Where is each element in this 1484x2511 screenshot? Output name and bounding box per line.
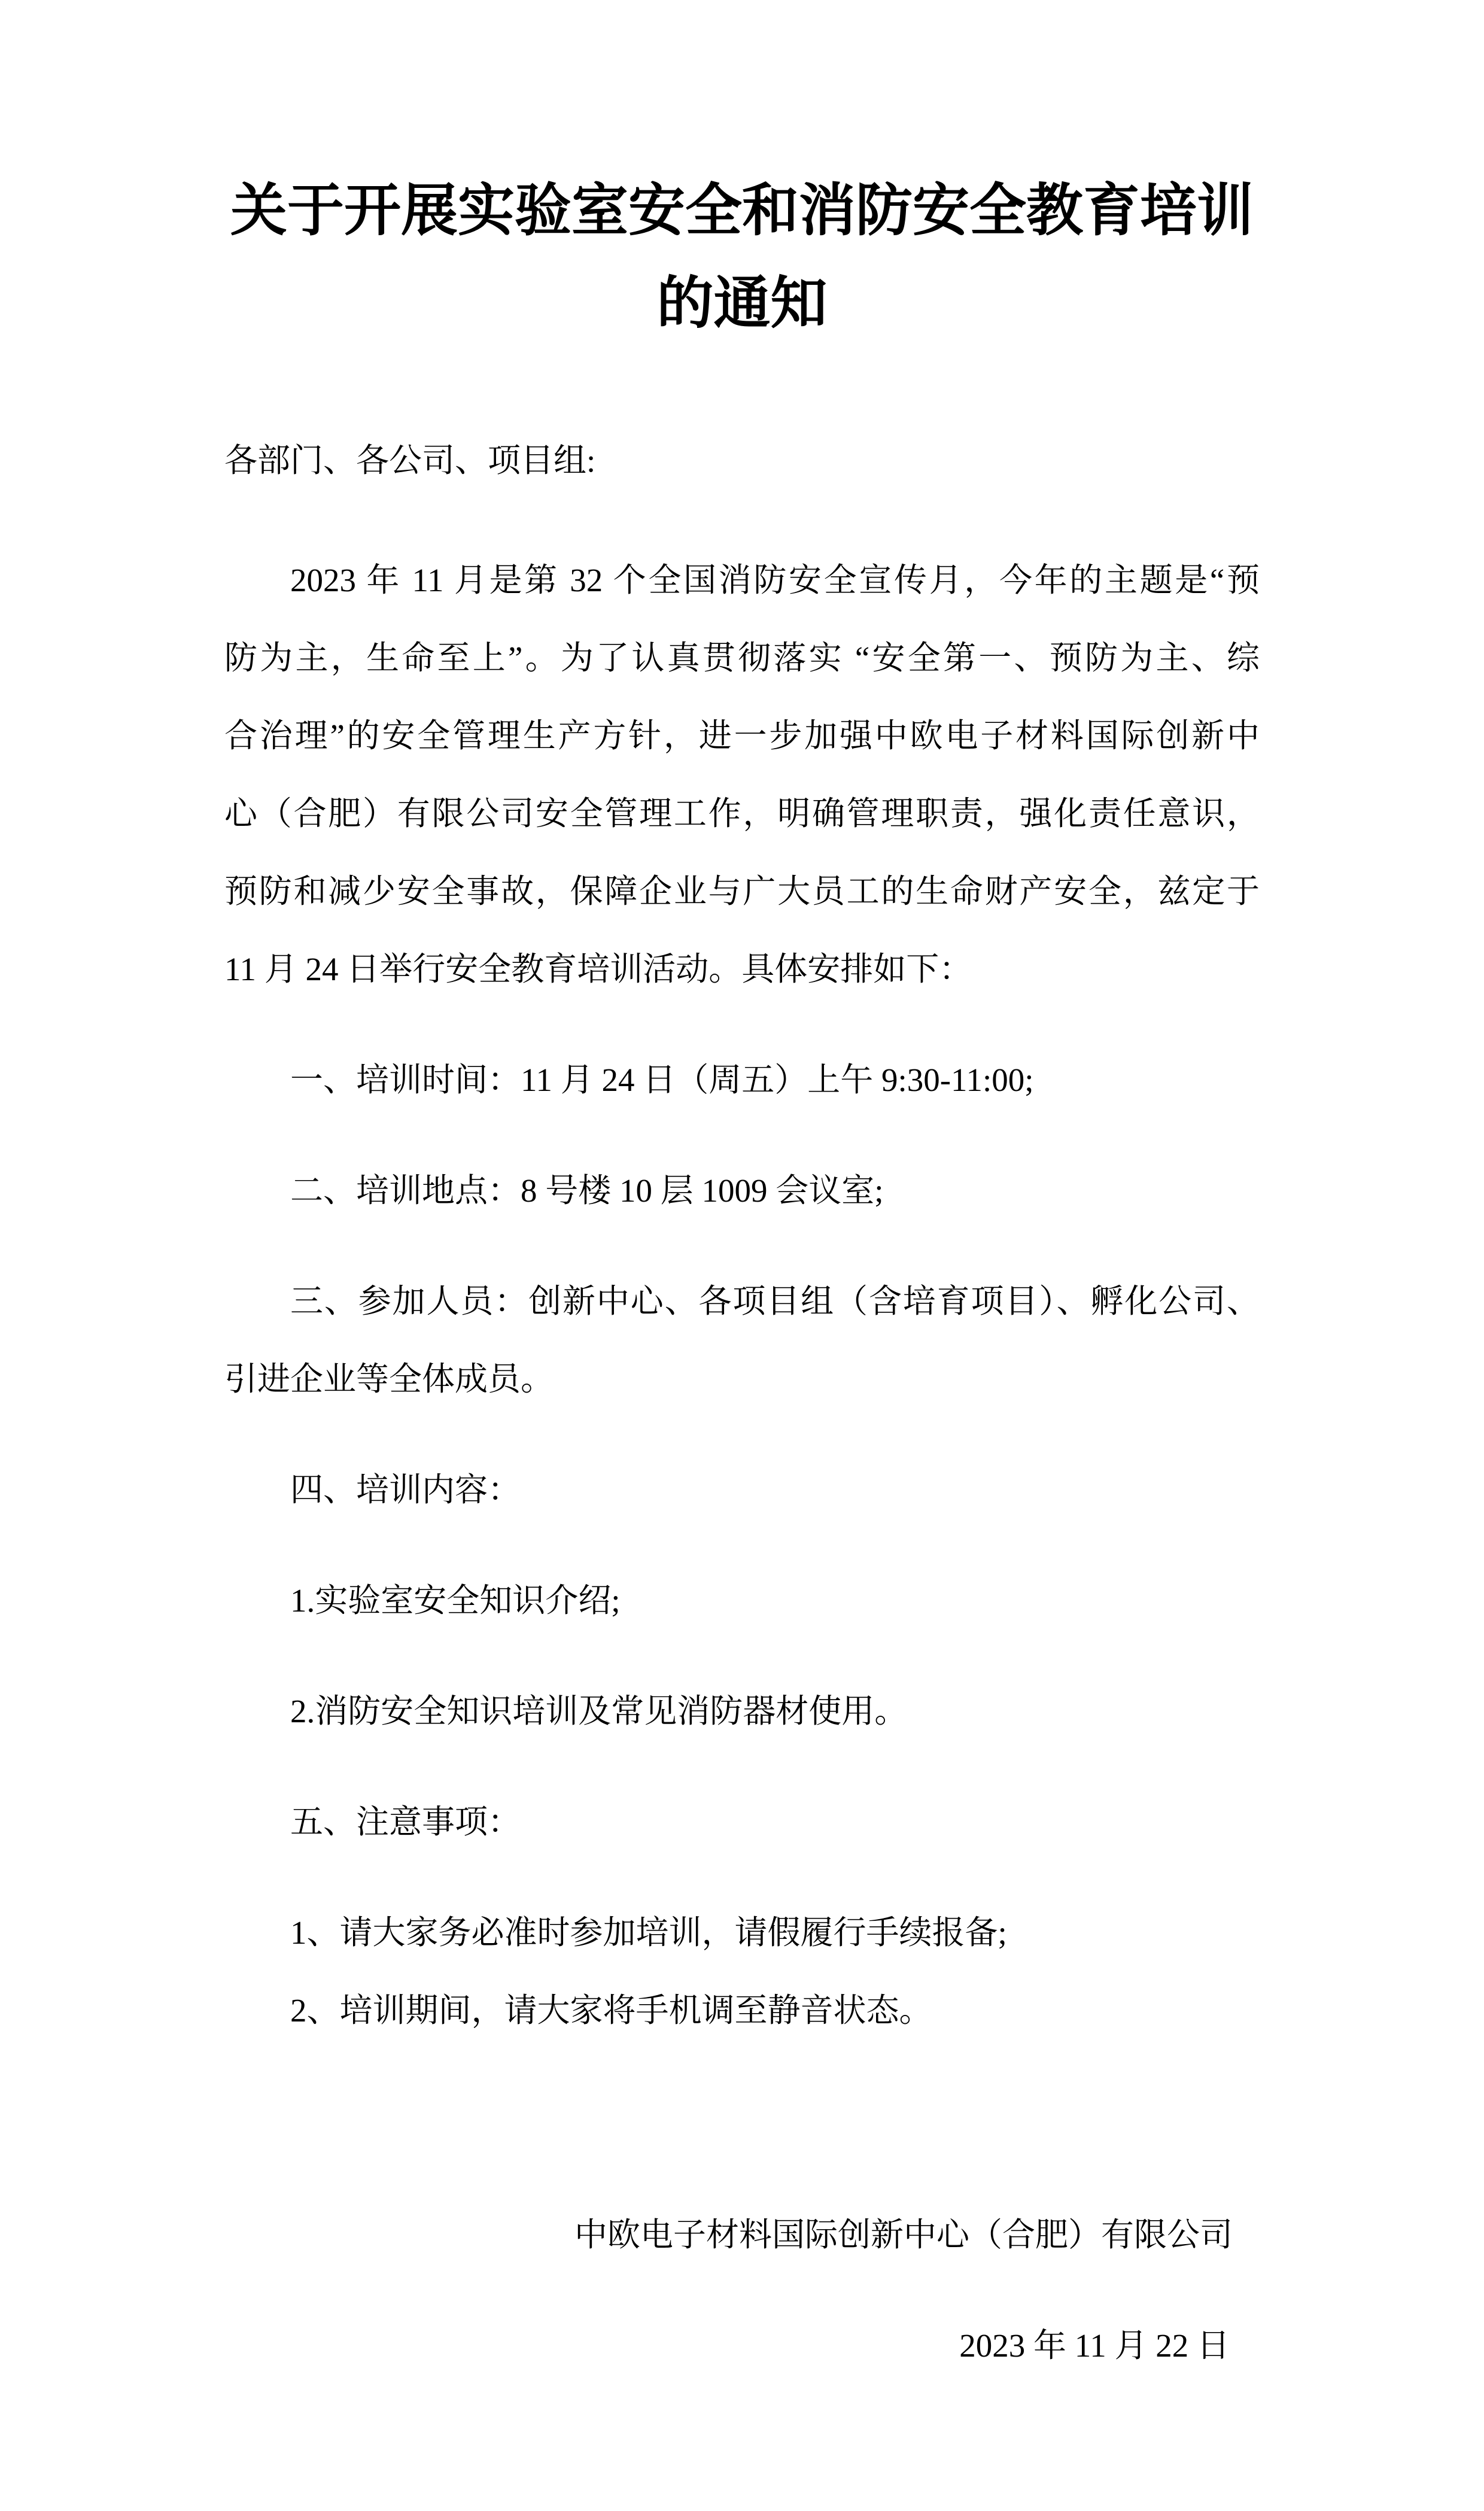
item-training-location [224,1152,1260,1230]
content-item-1 [224,1562,1260,1640]
item-participants-line-2: 引进企业等全体成员。 [224,1361,554,1397]
document-title: 关于开展实验室安全和消防安全教育培训的通知 [230,179,1254,335]
signature-company-text: 中欧电子材料国际创新中心（合肥）有限公司 [574,2217,1233,2253]
item-training-time [224,1041,1260,1119]
intro-line-1: 2023 年 11 月是第 32 个全国消防安全宣传月，今年的主题是“预 [290,562,1260,598]
signature-company [224,2196,1260,2274]
intro-line-6: 11 月 24 日举行安全教育培训活动。具体安排如下： [224,951,972,987]
intro-line-5: 预防和减少安全事故，保障企业与广大员工的生命财产安全，兹定于 [224,873,1260,910]
greeting-line: 各部门、各公司、项目组: [224,442,596,479]
item-notes-heading-text: 五、注意事项： [290,1804,521,1840]
item-notes-heading [224,1783,1260,1861]
signature-date [224,2307,1260,2385]
intro-paragraph [224,542,1260,1008]
intro-line-2: 防为主，生命至上”。为了认真贯彻落实 “安全第一、预防为主、综 [224,640,1260,676]
notes-paragraph [224,1894,1260,2050]
content-item-1-text: 1.实验室安全知识介绍; [290,1582,621,1619]
intro-line-3: 合治理”的安全管理生产方针，进一步加强中欧电子材料国际创新中 [224,718,1260,754]
content-item-2-text: 2.消防安全知识培训及常见消防器材使用。 [290,1693,908,1729]
intro-line-4: 心（合肥）有限公司安全管理工作，明确管理职责，强化责任意识， [224,795,1260,832]
note-line-2: 2、培训期间，请大家将手机调至静音状态。 [290,1992,932,2029]
item-participants-line-1: 三、参加人员：创新中心、各项目组（含培育项目）、孵化公司、 [290,1283,1260,1320]
item-training-content-heading [224,1451,1260,1529]
item-training-location-text: 二、培训地点：8 号楼 10 层 1009 会议室; [290,1172,884,1209]
content-item-2 [224,1673,1260,1750]
item-training-time-text: 一、培训时间：11 月 24 日（周五）上午 9:30-11:00; [290,1062,1034,1098]
item-training-content-heading-text: 四、培训内容： [290,1472,521,1508]
signature-date-text: 2023 年 11 月 22 日 [959,2327,1230,2364]
note-line-1: 1、请大家务必准时参加培训，请假履行手续报备; [290,1914,1007,1951]
item-participants [224,1263,1260,1418]
